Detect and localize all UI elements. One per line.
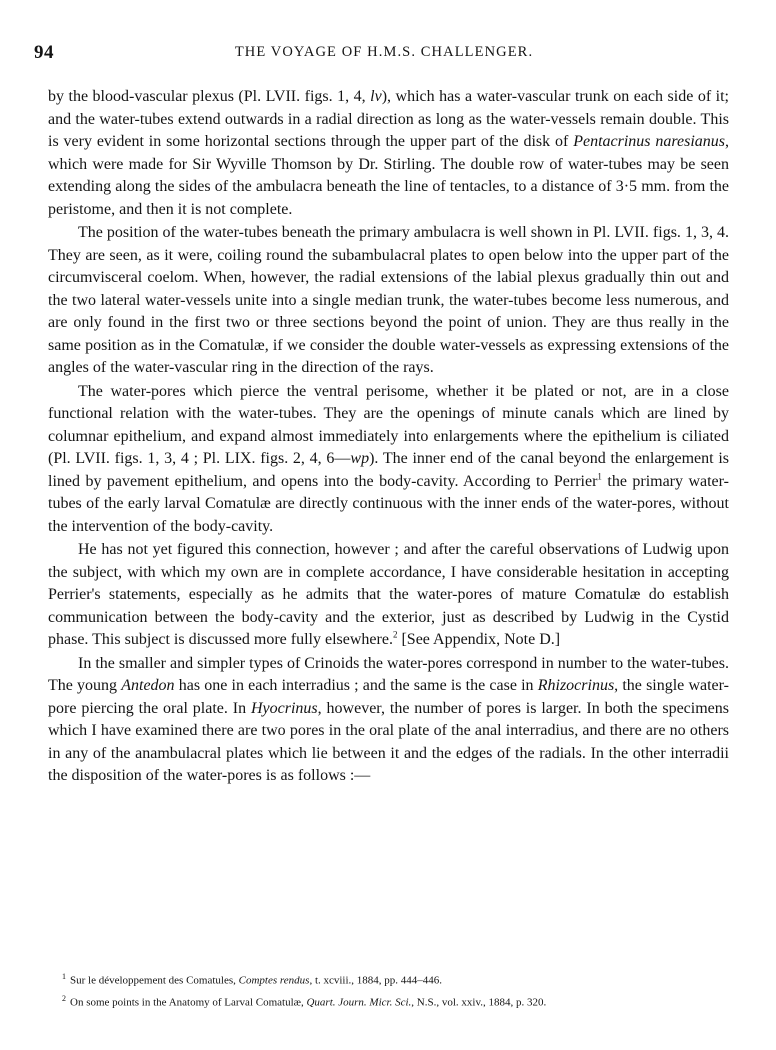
italic-text: Hyocrinus bbox=[251, 699, 318, 717]
text-run: The position of the water-tubes beneath the primary ambulacra is well shown in Pl. LVII. figs. 1, 3, 4. They are seen, as it were, coiling round the subambulacral plates to open below into the upper part of the circumvisceral coelom. When, however, the radial extensions of the labial plexus gradually thin out and the two lateral water-vessels unite into a single median trunk, the water-tubes become less numerous, and are only found in the first two or three sections beyond the point of union. They are thus really in the same position as in the Comatulæ, if we consider the double water-vessels as expressing extensions of the angles of the water-vascular ring in the direction of the rays. bbox=[48, 224, 729, 376]
italic-text: Rhizocrinus bbox=[537, 677, 615, 694]
text-run: ). The inner end of the canal beyond the enlargement is lined by pavement epithelium, and opens into the body-cavity. According to Perrier bbox=[48, 450, 729, 490]
text-run: ), which has a water-vascular trunk on each side of it; and the water-tubes extend outwards in a radial direction as long as the water-vessels remain double. This is very evident in some horizontal sections through the upper part of the disk of bbox=[48, 88, 729, 150]
text-run: In the smaller and simpler types of Crinoids the water-pores correspond in number to the water-tubes. The young bbox=[48, 654, 729, 694]
italic-text: Comptes rendus bbox=[238, 974, 310, 987]
running-title: THE VOYAGE OF H.M.S. CHALLENGER. bbox=[234, 44, 534, 60]
italic-text: Antedon bbox=[121, 677, 175, 694]
text-run: On some points in the Anatomy of Larval Comatulæ, bbox=[70, 996, 307, 1009]
paragraph bbox=[48, 539, 729, 652]
body-text bbox=[48, 86, 729, 788]
footnote-mark: 1 bbox=[62, 972, 66, 981]
text-run: the primary water-tubes of the early larval Comatulæ are directly continuous with the inner ends of the water-pores, without the intervention of the body-cavity. bbox=[48, 472, 729, 535]
text-run: , N.S., vol. xxiv., 1884, p. 320. bbox=[411, 996, 547, 1009]
text-run: , the single water-pore piercing the oral plate. In bbox=[48, 677, 729, 717]
text-run: The water-pores which pierce the ventral perisome, whether it be plated or not, are in a close functional relation with the water-tubes. They are the openings of minute canals which are lined by columnar epithelium, and expand almost immediately into enlargements where the epithelium is ciliated (Pl. LVII. figs. 1, 3, 4 ; Pl. LIX. figs. 2, 4, 6— bbox=[48, 382, 729, 467]
footnote-mark: 2 bbox=[62, 993, 66, 1003]
italic-text: Pentacrinus naresianus bbox=[573, 133, 726, 150]
footnotes bbox=[62, 968, 732, 1011]
text-run: by the blood-vascular plexus (Pl. LVII. figs. 1, 4, bbox=[48, 88, 371, 105]
paragraph bbox=[48, 86, 729, 221]
text-run: , which were made for Sir Wyville Thomson by Dr. Stirling. The double row of water-tubes may be seen extending along the sides of the ambulacra beneath the line of tentacles, to a distance of 3·5 mm. from the peristome, and then it is not complete. bbox=[48, 133, 730, 218]
text-run: , however, the number of pores is larger. In both the specimens which I have examined there are two pores in the oral plate of the anal interradius, and there are no others in any of the anambulacral plates which lie between it and the edges of the radials. In the other interradii the disposition of the water-pores is as follows :— bbox=[48, 699, 729, 784]
paragraph bbox=[48, 381, 729, 539]
page-number: 94 bbox=[34, 42, 54, 63]
page-header bbox=[34, 42, 734, 66]
footnote-reference: 1 bbox=[597, 471, 602, 482]
footnote bbox=[62, 990, 732, 1012]
paragraph bbox=[48, 222, 729, 380]
text-run: has one in each interradius ; and the same is the case in bbox=[174, 677, 538, 694]
italic-text: wp bbox=[350, 450, 370, 467]
text-run: , t. xcviii., 1884, pp. 444–446. bbox=[309, 974, 443, 987]
italic-text: Quart. Journ. Micr. Sci. bbox=[306, 996, 412, 1009]
text-run: Sur le développement des Comatules, bbox=[70, 974, 239, 987]
paragraph bbox=[48, 653, 729, 788]
footnote bbox=[62, 968, 732, 990]
text-run: He has not yet figured this connection, however ; and after the careful observations of Ludwig upon the subject, with which my own are in complete accordance, I have considerable hesitation in accepting Perrier's statements, especially as he admits that the water-pores of mature Comatulæ do establish communication between the body-cavity and the exterior, just as described by Ludwig in the Cystid phase. This subject is discussed more fully elsewhere. bbox=[48, 541, 729, 648]
footnote-reference: 2 bbox=[392, 629, 398, 640]
italic-text: lv bbox=[370, 88, 382, 105]
text-run: [See Appendix, Note D.] bbox=[397, 631, 561, 648]
